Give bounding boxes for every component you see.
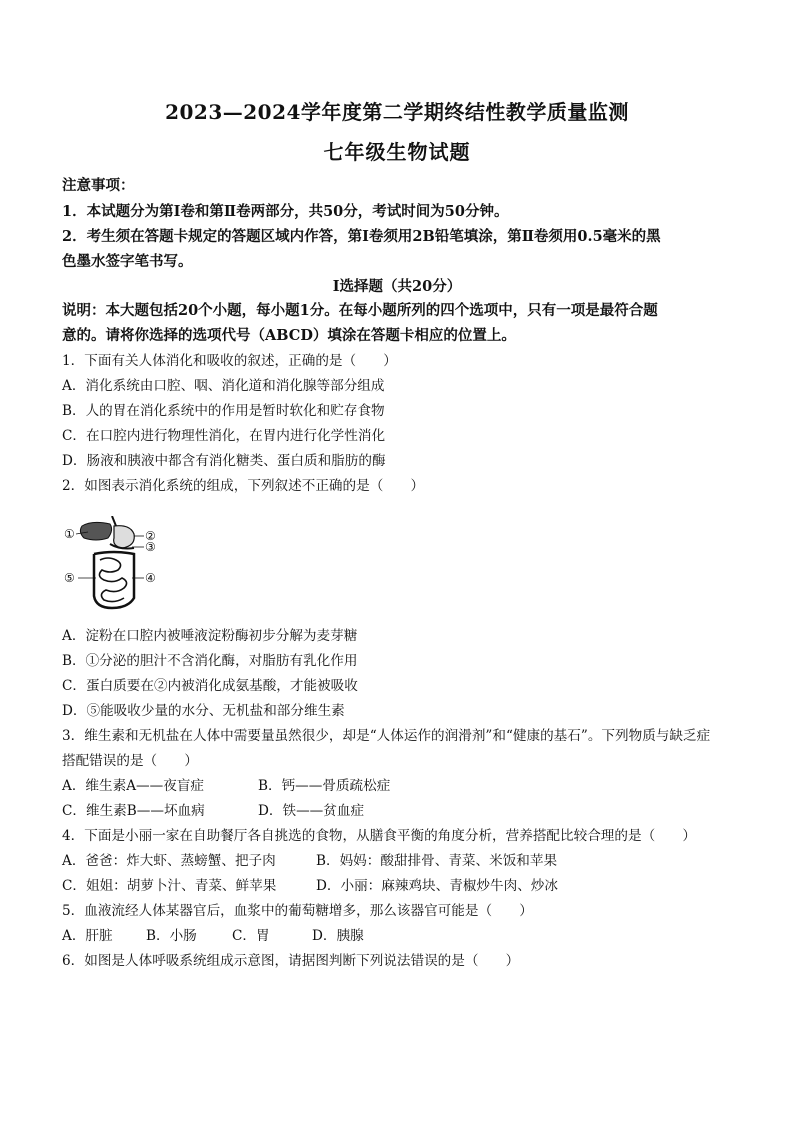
q5-stem: 5．血液流经人体某器官后，血浆中的葡萄糖增多，那么该器官可能是（ ）: [62, 903, 533, 919]
q3-option-a: A．维生素A——夜盲症: [62, 778, 204, 794]
exam-subtitle: 七年级生物试题: [323, 140, 471, 164]
section-desc-cont: 意的。请将你选择的选项代号（ABCD）填涂在答题卡相应的位置上。: [62, 327, 516, 344]
notes-heading: 注意事项：: [62, 177, 135, 194]
diagram-label-3: ③: [145, 540, 156, 554]
section-desc: 说明：本大题包括20个小题，每小题1分。在每小题所列的四个选项中，只有一项是最符合题: [62, 302, 658, 319]
q6-stem: 6．如图是人体呼吸系统组成示意图，请据图判断下列说法错误的是（ ）: [62, 953, 520, 969]
diagram-label-4: ④: [145, 571, 156, 585]
q3-option-c: C．维生素B——坏血病: [62, 803, 205, 819]
q5-option-b: B．小肠: [146, 928, 197, 944]
q1-option-a: A．消化系统由口腔、咽、消化道和消化腺等部分组成: [62, 378, 385, 394]
q2-option-c: C．蛋白质要在②内被消化成氨基酸，才能被吸收: [62, 678, 358, 694]
digestive-system-diagram: [62, 516, 162, 616]
q1-option-c: C．在口腔内进行物理性消化，在胃内进行化学性消化: [62, 428, 386, 444]
q5-option-a: A．肝脏: [62, 928, 113, 944]
q4-stem: 4．下面是小丽一家在自助餐厅各自挑选的食物，从膳食平衡的角度分析，营养搭配比较合理的是（ ）: [62, 828, 696, 844]
q4-option-d: D．小丽：麻辣鸡块、青椒炒牛肉、炒冰: [316, 878, 558, 894]
diagram-label-2: ②: [145, 529, 156, 543]
q4-option-a: A．爸爸：炸大虾、蒸螃蟹、把子肉: [62, 853, 276, 869]
notes-item-1: 1．本试题分为第Ⅰ卷和第Ⅱ卷两部分，共50分，考试时间为50分钟。: [62, 203, 509, 220]
q5-option-c: C．胃: [232, 928, 270, 944]
q4-option-c: C．姐姐：胡萝卜汁、青菜、鲜苹果: [62, 878, 277, 894]
q3-stem-cont: 搭配错误的是（ ）: [62, 753, 198, 769]
q5-option-d: D．胰腺: [312, 928, 364, 944]
q2-option-b: B．①分泌的胆汁不含消化酶，对脂肪有乳化作用: [62, 653, 358, 669]
diagram-label-1: ①: [64, 527, 75, 541]
exam-title: 2023—2024学年度第二学期终结性教学质量监测: [165, 100, 629, 124]
q2-stem: 2．如图表示消化系统的组成，下列叙述不正确的是（ ）: [62, 478, 425, 494]
q3-option-b: B．钙——骨质疏松症: [258, 778, 391, 794]
q1-option-b: B．人的胃在消化系统中的作用是暂时软化和贮存食物: [62, 403, 385, 419]
q4-option-b: B．妈妈：酸甜排骨、青菜、米饭和苹果: [316, 853, 558, 869]
q3-stem: 3．维生素和无机盐在人体中需要量虽然很少，却是“人体运作的润滑剂”和“健康的基石”。下列物质与缺乏症: [62, 728, 711, 744]
q1-option-d: D．肠液和胰液中都含有消化糖类、蛋白质和脂肪的酶: [62, 453, 386, 469]
section-title: Ⅰ选择题（共20分）: [332, 278, 462, 295]
notes-item-2: 2．考生须在答题卡规定的答题区域内作答，第Ⅰ卷须用2B铅笔填涂，第Ⅱ卷须用0.5毫米的黑: [62, 228, 661, 245]
q3-option-d: D．铁——贫血症: [258, 803, 365, 819]
notes-item-2-cont: 色墨水签字笔书写。: [62, 253, 193, 270]
q2-option-d: D．⑤能吸收少量的水分、无机盐和部分维生素: [62, 703, 345, 719]
diagram-label-5: ⑤: [64, 571, 75, 585]
q2-option-a: A．淀粉在口腔内被唾液淀粉酶初步分解为麦芽糖: [62, 628, 358, 644]
q1-stem: 1．下面有关人体消化和吸收的叙述，正确的是（ ）: [62, 353, 397, 369]
